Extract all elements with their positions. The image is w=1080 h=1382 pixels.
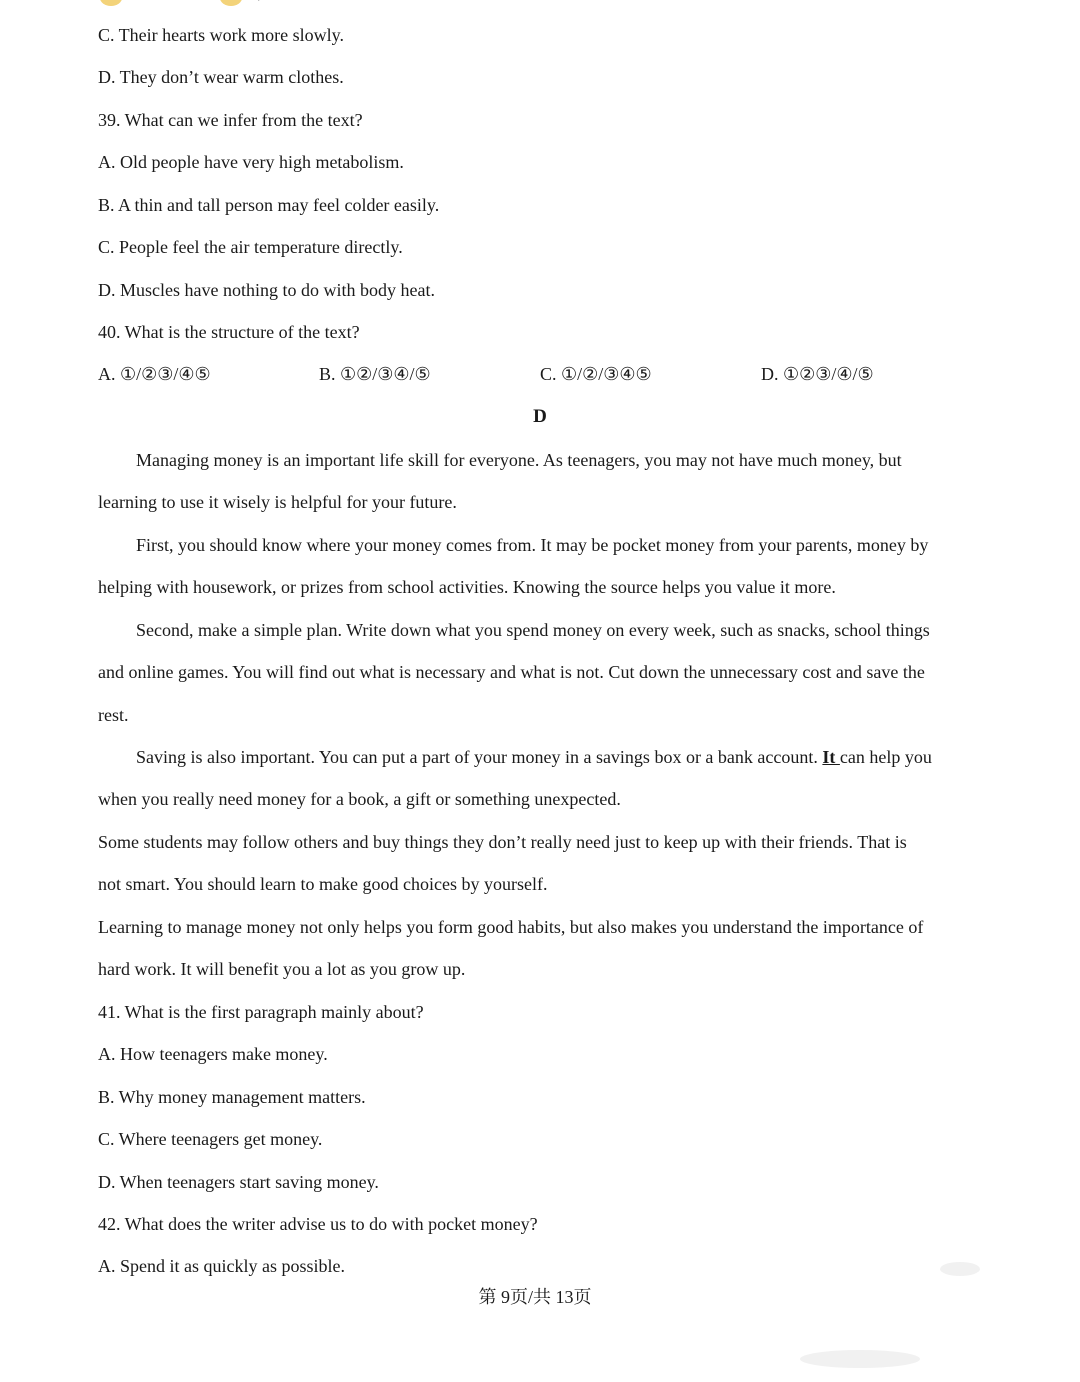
passage-p4-text-before: Saving is also important. You can put a part of your money in a savings box or a bank account. (136, 747, 823, 767)
q40-option-a: A. ①/②③/④⑤ (98, 364, 211, 384)
page-number-footer: 第 9页/共 13页 (478, 1287, 592, 1307)
q40-question: 40. What is the structure of the text? (98, 322, 360, 342)
logo-left-text (130, 0, 182, 1)
q41-option-b: B. Why money management matters. (98, 1087, 366, 1107)
q40-option-c: C. ①/②/③④⑤ (540, 364, 652, 384)
logo-right-icon (220, 0, 242, 6)
q39-option-d: D. Muscles have nothing to do with body heat. (98, 280, 435, 300)
passage-p4-text-after: can help you (839, 747, 932, 767)
logo-right-text (250, 0, 306, 1)
q40-option-b: B. ①②/③④/⑤ (319, 364, 431, 384)
section-heading: D (533, 406, 547, 427)
passage-p2-line1: First, you should know where your money comes from. It may be pocket money from your parents, money by (136, 535, 929, 555)
q41-question: 41. What is the first paragraph mainly about? (98, 1002, 424, 1022)
q38-option-d: D. They don’t wear warm clothes. (98, 67, 344, 87)
q41-option-a: A. How teenagers make money. (98, 1044, 328, 1064)
scan-smudge (800, 1350, 920, 1368)
q39-option-a: A. Old people have very high metabolism. (98, 152, 404, 172)
passage-p4-underlined-word: It (822, 747, 840, 767)
logo-left-icon (100, 0, 122, 6)
passage-p3-line2: and online games. You will find out what is necessary and what is not. Cut down the unnecessary cost and save the (98, 662, 925, 682)
passage-p3-line3: rest. (98, 705, 129, 725)
passage-p5-line1: Some students may follow others and buy things they don’t really need just to keep up with their friends. That is (98, 832, 907, 852)
q39-question: 39. What can we infer from the text? (98, 110, 363, 130)
q39-option-b: B. A thin and tall person may feel colder easily. (98, 195, 440, 215)
passage-p3-line1: Second, make a simple plan. Write down what you spend money on every week, such as snacks, school things (136, 620, 930, 640)
passage-p5-line2: not smart. You should learn to make good choices by yourself. (98, 874, 548, 894)
passage-p4-line2: when you really need money for a book, a gift or something unexpected. (98, 789, 621, 809)
q41-option-c: C. Where teenagers get money. (98, 1129, 323, 1149)
passage-p2-line2: helping with housework, or prizes from school activities. Knowing the source helps you value it more. (98, 577, 836, 597)
passage-p6-line1: Learning to manage money not only helps you form good habits, but also makes you understand the importance of (98, 917, 924, 937)
q39-option-c: C. People feel the air temperature directly. (98, 237, 403, 257)
q42-question: 42. What does the writer advise us to do with pocket money? (98, 1214, 538, 1234)
passage-p6-line2: hard work. It will benefit you a lot as you grow up. (98, 959, 466, 979)
passage-p4-line1 (136, 748, 932, 766)
q40-option-d: D. ①②③/④/⑤ (761, 364, 874, 384)
q38-option-c: C. Their hearts work more slowly. (98, 25, 344, 45)
header-logos (100, 0, 360, 8)
q42-option-a: A. Spend it as quickly as possible. (98, 1256, 345, 1276)
scan-smudge (940, 1262, 980, 1276)
passage-p1-line1: Managing money is an important life skill for everyone. As teenagers, you may not have much money, but (136, 450, 902, 470)
passage-p1-line2: learning to use it wisely is helpful for your future. (98, 492, 457, 512)
q41-option-d: D. When teenagers start saving money. (98, 1172, 379, 1192)
